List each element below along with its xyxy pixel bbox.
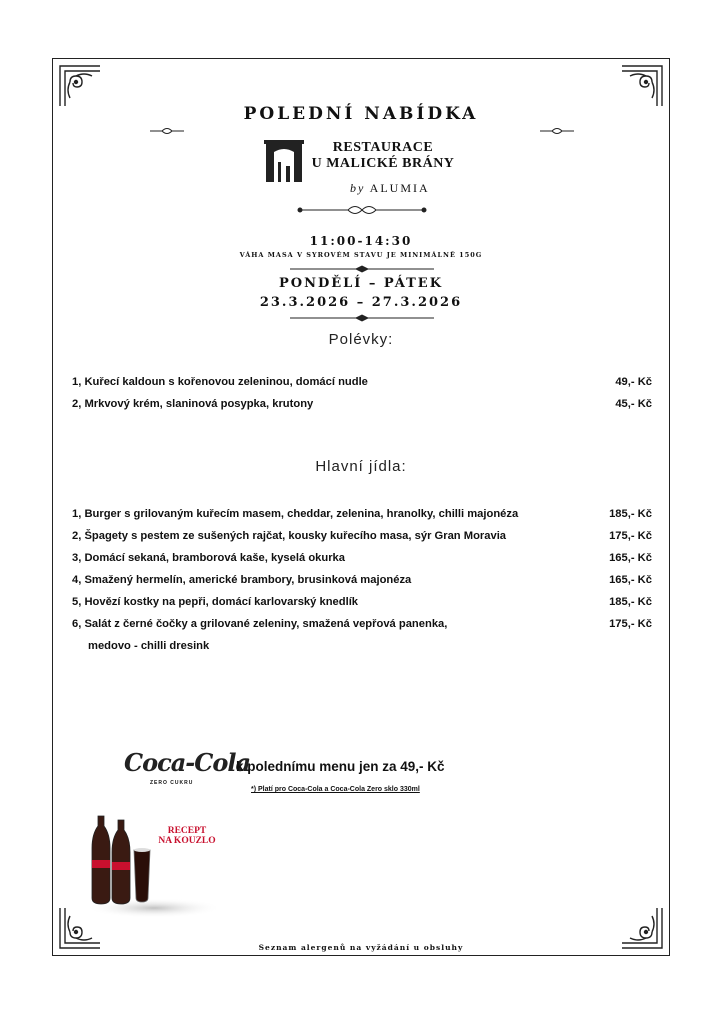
weight-note: VÁHA MASA V SYROVÉM STAVU JE MINIMÁLNĚ 150G xyxy=(239,251,483,259)
recipe-label xyxy=(158,826,216,846)
page-title: POLEDNÍ NABÍDKA xyxy=(243,104,479,124)
corner-ornament-icon xyxy=(618,62,666,110)
flourish-right-icon xyxy=(540,126,574,136)
divider-line-icon xyxy=(286,314,438,322)
promo-note: *) Platí pro Coca-Cola a Coca-Cola Zero sklo 330ml xyxy=(251,786,420,793)
menu-item-name-continuation: medovo - chilli dresink xyxy=(88,640,210,652)
by-text: by xyxy=(350,181,366,195)
allergens-note: Seznam alergenů na vyžádání u obsluhy xyxy=(258,943,464,952)
menu-item-price: 165,- Kč xyxy=(609,552,652,564)
menu-item-name: 1, Burger s grilovaným kuřecím masem, cheddar, zelenina, hranolky, chilli majonéza xyxy=(72,508,519,520)
menu-item-price: 165,- Kč xyxy=(609,574,652,586)
flourish-left-icon xyxy=(150,126,184,136)
menu-item-name: 2, Špagety s pestem ze sušených rajčat, kousky kuřecího masa, sýr Gran Moravia xyxy=(72,530,507,542)
brand-signature xyxy=(350,181,430,196)
section-heading-soups: Polévky: xyxy=(328,331,394,348)
corner-ornament-icon xyxy=(56,62,104,110)
recipe-label-line2: NA KOUZLO xyxy=(158,836,216,846)
menu-item-name: 5, Hovězí kostky na pepři, domácí karlovarský knedlík xyxy=(72,596,359,608)
restaurant-name xyxy=(308,140,458,172)
menu-item-name: 6, Salát z černé čočky a grilované zeleniny, smažená vepřová panenka, xyxy=(72,618,448,630)
days-range: PONDĚLÍ – PÁTEK xyxy=(278,276,444,291)
recipe-label-line1: RECEPT xyxy=(167,826,207,836)
brand-name: ALUMIA xyxy=(369,181,430,195)
divider-line-icon xyxy=(286,265,438,273)
menu-item-price: 49,- Kč xyxy=(615,376,652,388)
menu-item-price: 185,- Kč xyxy=(609,596,652,608)
restaurant-name-line1: RESTAURACE xyxy=(332,140,434,155)
gate-logo-icon xyxy=(264,138,304,182)
section-heading-mains: Hlavní jídla: xyxy=(315,458,407,475)
menu-item-name: 2, Mrkvový krém, slaninová posypka, krutony xyxy=(72,398,314,410)
menu-item-price: 175,- Kč xyxy=(609,618,652,630)
menu-item-name: 1, Kuřecí kaldoun s kořenovou zeleninou, domácí nudle xyxy=(72,376,368,388)
menu-item-name: 3, Domácí sekaná, bramborová kaše, kyselá okurka xyxy=(72,552,346,564)
menu-item-name: 4, Smažený hermelín, americké brambory, brusinková majonéza xyxy=(72,574,412,586)
menu-item-price: 175,- Kč xyxy=(609,530,652,542)
coca-cola-logo xyxy=(124,748,251,788)
coca-cola-logo-text: Coca-Cola xyxy=(124,748,251,777)
ornament-divider-icon xyxy=(296,204,428,216)
restaurant-name-line2: U MALICKÉ BRÁNY xyxy=(311,156,455,171)
dates-range: 23.3.2026 – 27.3.2026 xyxy=(259,295,463,310)
coca-cola-logo-sub: ZERO CUKRU xyxy=(150,780,194,786)
menu-item-price: 45,- Kč xyxy=(615,398,652,410)
promo-text: k polednímu menu jen za 49,- Kč xyxy=(236,759,445,774)
opening-hours: 11:00-14:30 xyxy=(309,234,413,248)
menu-item-price: 185,- Kč xyxy=(609,508,652,520)
